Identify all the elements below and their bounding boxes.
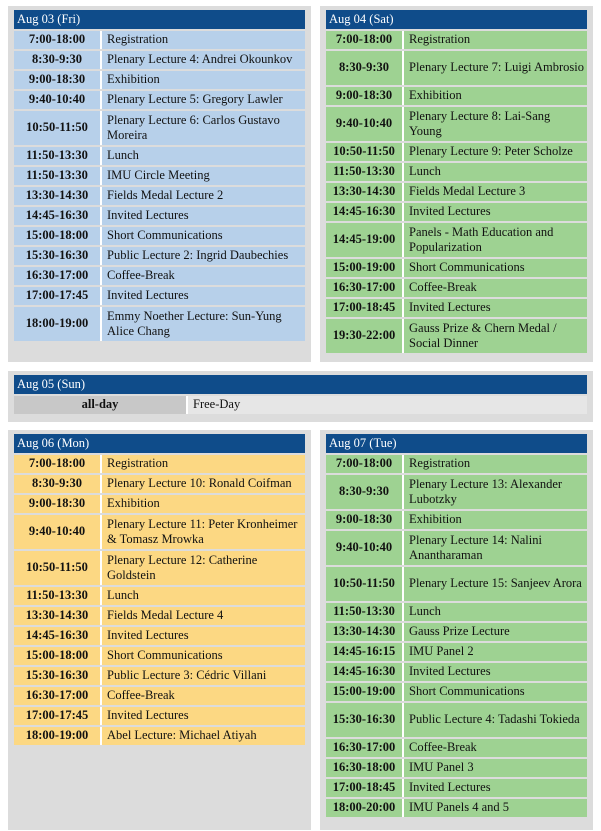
schedule-row	[14, 551, 305, 585]
event-name: Invited Lectures	[402, 203, 587, 221]
event-time: 9:00-18:30	[14, 495, 100, 513]
schedule-row	[14, 627, 305, 645]
event-name: Registration	[402, 31, 587, 49]
event-time: 8:30-9:30	[326, 475, 402, 509]
event-time: 9:40-10:40	[14, 515, 100, 549]
event-name: Public Lecture 4: Tadashi Tokieda	[402, 703, 587, 737]
day-header: Aug 05 (Sun)	[14, 375, 587, 394]
event-name: Exhibition	[100, 495, 305, 513]
event-name: Gauss Prize & Chern Medal / Social Dinner	[402, 319, 587, 353]
schedule-row	[326, 279, 587, 297]
event-name: Exhibition	[402, 511, 587, 529]
event-time: 10:50-11:50	[326, 567, 402, 601]
event-time: 17:00-18:45	[326, 779, 402, 797]
event-time: 13:30-14:30	[14, 187, 100, 205]
event-time: 7:00-18:00	[14, 455, 100, 473]
event-time: 9:40-10:40	[14, 91, 100, 109]
schedule-row	[326, 531, 587, 565]
event-name: Emmy Noether Lecture: Sun-Yung Alice Chang	[100, 307, 305, 341]
schedule-row	[326, 163, 587, 181]
event-name: Plenary Lecture 13: Alexander Lubotzky	[402, 475, 587, 509]
schedule-row	[14, 515, 305, 549]
event-name: IMU Panel 3	[402, 759, 587, 777]
schedule-row	[326, 567, 587, 601]
event-name: Lunch	[100, 587, 305, 605]
schedule-row	[14, 495, 305, 513]
event-time: 9:40-10:40	[326, 107, 402, 141]
event-name: Short Communications	[402, 259, 587, 277]
event-name: Abel Lecture: Michael Atiyah	[100, 727, 305, 745]
event-name: Registration	[100, 455, 305, 473]
event-name: Gauss Prize Lecture	[402, 623, 587, 641]
event-time: 7:00-18:00	[326, 455, 402, 473]
schedule-row	[326, 511, 587, 529]
event-time: 9:40-10:40	[326, 531, 402, 565]
event-time: 17:00-17:45	[14, 707, 100, 725]
schedule-table	[326, 453, 587, 819]
schedule-row	[14, 167, 305, 185]
day-panel-aug07	[320, 430, 593, 830]
event-name: Plenary Lecture 15: Sanjeev Arora	[402, 567, 587, 601]
event-name: Coffee-Break	[402, 739, 587, 757]
schedule-row	[326, 299, 587, 317]
event-time: 11:50-13:30	[14, 167, 100, 185]
schedule-row	[14, 31, 305, 49]
schedule-row	[326, 683, 587, 701]
event-time: 16:30-18:00	[326, 759, 402, 777]
event-name: IMU Circle Meeting	[100, 167, 305, 185]
schedule-row	[14, 111, 305, 145]
schedule-row	[14, 247, 305, 265]
event-time: 15:30-16:30	[14, 667, 100, 685]
day-header: Aug 03 (Fri)	[14, 10, 305, 29]
event-name: Free-Day	[186, 396, 587, 414]
event-time: 10:50-11:50	[14, 111, 100, 145]
event-name: Plenary Lecture 14: Nalini Anantharaman	[402, 531, 587, 565]
schedule-row	[14, 187, 305, 205]
schedule-row	[326, 475, 587, 509]
event-name: Lunch	[402, 163, 587, 181]
event-name: Fields Medal Lecture 2	[100, 187, 305, 205]
event-name: Public Lecture 2: Ingrid Daubechies	[100, 247, 305, 265]
event-time: 14:45-16:30	[326, 663, 402, 681]
schedule-row	[14, 455, 305, 473]
event-time: 17:00-17:45	[14, 287, 100, 305]
day-panel-aug04	[320, 6, 593, 362]
event-name: Public Lecture 3: Cédric Villani	[100, 667, 305, 685]
event-name: Coffee-Break	[402, 279, 587, 297]
schedule-row	[326, 455, 587, 473]
schedule-row	[326, 703, 587, 737]
day-header: Aug 04 (Sat)	[326, 10, 587, 29]
event-time: 15:00-19:00	[326, 259, 402, 277]
event-time: 13:30-14:30	[14, 607, 100, 625]
schedule-row	[326, 663, 587, 681]
schedule-row	[14, 587, 305, 605]
schedule-row	[14, 707, 305, 725]
event-time: 7:00-18:00	[14, 31, 100, 49]
event-time: 11:50-13:30	[326, 163, 402, 181]
schedule-row	[326, 603, 587, 621]
event-name: Plenary Lecture 5: Gregory Lawler	[100, 91, 305, 109]
schedule-row	[14, 227, 305, 245]
event-time: 16:30-17:00	[14, 687, 100, 705]
schedule-row	[326, 739, 587, 757]
event-time: 7:00-18:00	[326, 31, 402, 49]
event-time: 10:50-11:50	[14, 551, 100, 585]
event-time: 15:30-16:30	[326, 703, 402, 737]
schedule-row	[326, 759, 587, 777]
schedule-row	[14, 607, 305, 625]
event-time: 9:00-18:30	[326, 87, 402, 105]
event-name: Fields Medal Lecture 4	[100, 607, 305, 625]
day-header: Aug 06 (Mon)	[14, 434, 305, 453]
event-name: Invited Lectures	[100, 707, 305, 725]
event-time: 11:50-13:30	[326, 603, 402, 621]
schedule-row	[14, 287, 305, 305]
event-time: 13:30-14:30	[326, 183, 402, 201]
schedule-row	[14, 207, 305, 225]
event-name: IMU Panel 2	[402, 643, 587, 661]
event-time: 14:45-16:30	[326, 203, 402, 221]
schedule-row	[326, 223, 587, 257]
event-time: 14:45-16:30	[14, 207, 100, 225]
event-name: Short Communications	[100, 227, 305, 245]
schedule-table	[14, 29, 305, 343]
event-time: 17:00-18:45	[326, 299, 402, 317]
event-name: Invited Lectures	[402, 663, 587, 681]
schedule-row	[14, 396, 587, 414]
event-name: Lunch	[100, 147, 305, 165]
schedule-row	[326, 799, 587, 817]
event-name: Short Communications	[100, 647, 305, 665]
schedule-row	[14, 667, 305, 685]
event-time: 10:50-11:50	[326, 143, 402, 161]
event-name: Plenary Lecture 7: Luigi Ambrosio	[402, 51, 587, 85]
event-name: Plenary Lecture 6: Carlos Gustavo Moreira	[100, 111, 305, 145]
event-name: Fields Medal Lecture 3	[402, 183, 587, 201]
event-time: 16:30-17:00	[14, 267, 100, 285]
event-time: 18:00-19:00	[14, 727, 100, 745]
schedule-row	[14, 647, 305, 665]
schedule-row	[326, 87, 587, 105]
schedule-row	[14, 687, 305, 705]
event-name: Exhibition	[402, 87, 587, 105]
event-name: Plenary Lecture 12: Catherine Goldstein	[100, 551, 305, 585]
event-time: 11:50-13:30	[14, 147, 100, 165]
event-time: 15:00-18:00	[14, 647, 100, 665]
schedule-table	[326, 29, 587, 355]
event-time: 16:30-17:00	[326, 279, 402, 297]
schedule-row	[326, 779, 587, 797]
schedule-row	[326, 643, 587, 661]
event-name: IMU Panels 4 and 5	[402, 799, 587, 817]
schedule-row	[14, 307, 305, 341]
schedule-table	[14, 394, 587, 416]
event-name: Short Communications	[402, 683, 587, 701]
schedule-row	[326, 183, 587, 201]
event-time: 8:30-9:30	[14, 475, 100, 493]
schedule-row	[326, 31, 587, 49]
event-name: Invited Lectures	[402, 779, 587, 797]
event-name: Invited Lectures	[100, 287, 305, 305]
event-name: Panels - Math Education and Popularization	[402, 223, 587, 257]
event-time: 9:00-18:30	[326, 511, 402, 529]
event-name: Registration	[100, 31, 305, 49]
day-panel-aug03	[8, 6, 311, 362]
event-name: Plenary Lecture 9: Peter Scholze	[402, 143, 587, 161]
event-name: Lunch	[402, 603, 587, 621]
day-panel-aug06	[8, 430, 311, 830]
schedule-row	[14, 475, 305, 493]
event-name: Plenary Lecture 11: Peter Kronheimer & Tomasz Mrowka	[100, 515, 305, 549]
schedule-row	[14, 71, 305, 89]
event-name: Invited Lectures	[100, 207, 305, 225]
day-panel-aug05	[8, 371, 593, 422]
event-time: 13:30-14:30	[326, 623, 402, 641]
event-name: Plenary Lecture 8: Lai-Sang Young	[402, 107, 587, 141]
event-time: 19:30-22:00	[326, 319, 402, 353]
event-time: 8:30-9:30	[326, 51, 402, 85]
event-time: all-day	[14, 396, 186, 414]
event-time: 14:45-19:00	[326, 223, 402, 257]
event-time: 15:30-16:30	[14, 247, 100, 265]
schedule-row	[326, 623, 587, 641]
event-time: 11:50-13:30	[14, 587, 100, 605]
event-name: Invited Lectures	[100, 627, 305, 645]
event-time: 14:45-16:15	[326, 643, 402, 661]
schedule-table	[14, 453, 305, 747]
schedule-row	[326, 203, 587, 221]
event-time: 15:00-19:00	[326, 683, 402, 701]
event-time: 15:00-18:00	[14, 227, 100, 245]
schedule-row	[14, 91, 305, 109]
event-time: 18:00-20:00	[326, 799, 402, 817]
schedule-row	[14, 147, 305, 165]
schedule-row	[326, 259, 587, 277]
event-name: Coffee-Break	[100, 267, 305, 285]
event-name: Registration	[402, 455, 587, 473]
event-name: Plenary Lecture 4: Andrei Okounkov	[100, 51, 305, 69]
schedule-row	[14, 51, 305, 69]
schedule-row	[326, 319, 587, 353]
event-time: 8:30-9:30	[14, 51, 100, 69]
schedule-row	[326, 143, 587, 161]
event-time: 18:00-19:00	[14, 307, 100, 341]
event-name: Exhibition	[100, 71, 305, 89]
schedule-row	[14, 727, 305, 745]
event-name: Coffee-Break	[100, 687, 305, 705]
schedule-row	[14, 267, 305, 285]
schedule-row	[326, 107, 587, 141]
event-name: Plenary Lecture 10: Ronald Coifman	[100, 475, 305, 493]
event-name: Invited Lectures	[402, 299, 587, 317]
schedule-row	[326, 51, 587, 85]
event-time: 9:00-18:30	[14, 71, 100, 89]
event-time: 14:45-16:30	[14, 627, 100, 645]
day-header: Aug 07 (Tue)	[326, 434, 587, 453]
event-time: 16:30-17:00	[326, 739, 402, 757]
